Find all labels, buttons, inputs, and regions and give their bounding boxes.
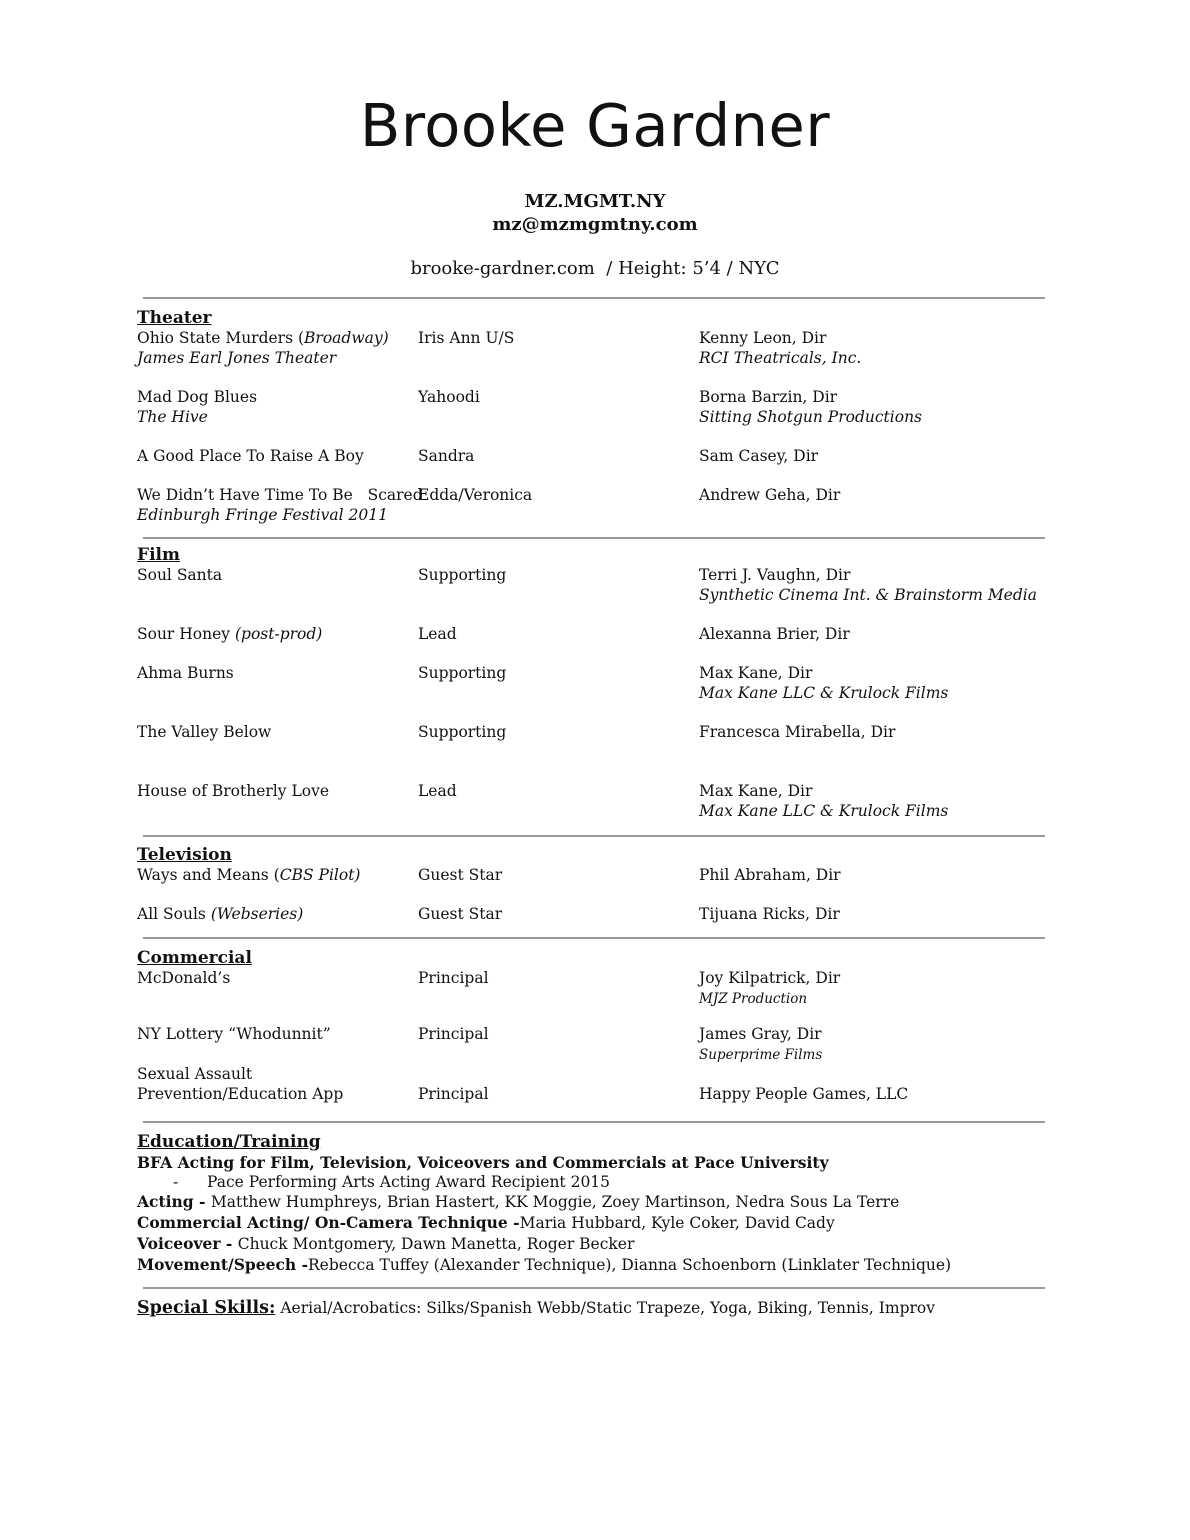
agency-name: MZ.MGMT.NY: [524, 191, 666, 212]
credit-role: Iris Ann U/S: [418, 329, 515, 347]
training-voiceover: Voiceover - Chuck Montgomery, Dawn Manetta, Roger Becker: [137, 1233, 635, 1253]
credit-title: We Didn’t Have Time To Be Scared Edinburgh Fringe Festival 2011: [137, 486, 423, 524]
credit-title: A Good Place To Raise A Boy: [137, 447, 364, 465]
credit-director: Max Kane, Dir Max Kane LLC & Krulock Films: [699, 782, 949, 820]
section-title-commercial: Commercial: [137, 948, 252, 968]
skills-label: Special Skills:: [137, 1298, 276, 1318]
credit-director: Sam Casey, Dir: [699, 447, 819, 465]
training-acting: Acting - Matthew Humphreys, Brian Hastert, KK Moggie, Zoey Martinson, Nedra Sous La Terre: [137, 1192, 900, 1212]
credit-title: NY Lottery “Whodunnit”: [137, 1025, 331, 1043]
credit-director: Terri J. Vaughn, Dir Synthetic Cinema Int. & Brainstorm Media: [699, 566, 1037, 604]
credit-role: Lead: [418, 625, 457, 643]
credit-venue: James Earl Jones Theater: [137, 348, 337, 367]
credit-director: Phil Abraham, Dir: [699, 866, 841, 884]
divider: [143, 1121, 1045, 1123]
award: - Pace Performing Arts Acting Award Recipient 2015: [173, 1172, 611, 1191]
credit-role: Sandra: [418, 447, 475, 465]
credit-director: Happy People Games, LLC: [699, 1084, 909, 1103]
credit-director: Francesca Mirabella, Dir: [699, 723, 896, 741]
credit-title: Ways and Means (CBS Pilot): [137, 866, 361, 884]
credit-title: Mad Dog Blues The Hive: [137, 388, 258, 426]
credit-role: Supporting: [418, 723, 507, 741]
credit-role: Guest Star: [418, 905, 503, 923]
credit-role: Supporting: [418, 566, 507, 584]
special-skills: [137, 1297, 935, 1319]
credit-role: Supporting: [418, 664, 507, 682]
credit-title: Ohio State Murders (Broadway) James Earl Jones Theater: [137, 329, 389, 367]
credit-title: House of Brotherly Love: [137, 782, 330, 800]
training-commercial: Commercial Acting/ On-Camera Technique -Maria Hubbard, Kyle Coker, David Cady: [137, 1213, 835, 1233]
divider: [143, 937, 1045, 939]
agency-email: mz@mzmgmtny.com: [492, 214, 698, 235]
education-block: [137, 1153, 1037, 1275]
credit-company: Max Kane LLC & Krulock Films: [699, 683, 949, 702]
agency-block: [0, 190, 1190, 236]
section-title-education: Education/Training: [137, 1132, 321, 1152]
credit-title: All Souls (Webseries): [137, 905, 304, 923]
credit-company: Superprime Films: [699, 1046, 823, 1063]
credit-company: MJZ Production: [699, 990, 808, 1007]
credit-director: Max Kane, Dir Max Kane LLC & Krulock Films: [699, 664, 949, 702]
credit-role: Edda/Veronica: [418, 486, 533, 504]
contact-details: / Height: 5’4 / NYC: [606, 258, 780, 279]
credit-title: Sexual Assault Prevention/Education App: [137, 1065, 344, 1103]
credit-role: Principal: [418, 1025, 489, 1043]
section-title-theater: Theater: [137, 308, 212, 328]
credit-role: Yahoodi: [418, 388, 480, 406]
credit-company: Sitting Shotgun Productions: [699, 407, 923, 426]
credit-role: Principal: [418, 1084, 489, 1103]
credit-director: Kenny Leon, Dir RCI Theatricals, Inc.: [699, 329, 862, 367]
contact-line: [0, 257, 1190, 280]
credit-role: Lead: [418, 782, 457, 800]
credit-venue: The Hive: [137, 407, 208, 426]
credit-role: Guest Star: [418, 866, 503, 884]
credit-title: The Valley Below: [137, 723, 272, 741]
credit-title: Sour Honey (post-prod): [137, 625, 323, 643]
credit-director: Borna Barzin, Dir Sitting Shotgun Productions: [699, 388, 923, 426]
divider: [143, 537, 1045, 539]
section-title-film: Film: [137, 545, 180, 565]
credit-venue: Edinburgh Fringe Festival 2011: [137, 505, 388, 524]
website: brooke-gardner.com: [410, 258, 595, 279]
divider: [143, 297, 1045, 299]
credit-company: RCI Theatricals, Inc.: [699, 348, 862, 367]
credit-director: Alexanna Brier, Dir: [699, 625, 850, 643]
section-title-television: Television: [137, 845, 232, 865]
credit-director: Tijuana Ricks, Dir: [699, 905, 840, 923]
credit-director: Joy Kilpatrick, Dir MJZ Production: [699, 969, 841, 1007]
credit-director: James Gray, Dir Superprime Films: [699, 1025, 823, 1063]
training-movement: Movement/Speech -Rebecca Tuffey (Alexander Technique), Dianna Schoenborn (Linklater Technique): [137, 1254, 952, 1274]
credit-title: Ahma Burns: [137, 664, 234, 682]
credit-company: Max Kane LLC & Krulock Films: [699, 801, 949, 820]
divider: [143, 835, 1045, 837]
credit-title: McDonald’s: [137, 969, 231, 987]
resume-name: Brooke Gardner: [359, 91, 831, 160]
degree: BFA Acting for Film, Television, Voiceovers and Commercials at Pace University: [137, 1153, 829, 1172]
divider: [143, 1287, 1045, 1289]
credit-director: Andrew Geha, Dir: [699, 486, 841, 504]
credit-role: Principal: [418, 969, 489, 987]
credit-title: Soul Santa: [137, 566, 223, 584]
credit-company: Synthetic Cinema Int. & Brainstorm Media: [699, 585, 1037, 604]
skills-text: Aerial/Acrobatics: Silks/Spanish Webb/Static Trapeze, Yoga, Biking, Tennis, Improv: [280, 1299, 935, 1317]
